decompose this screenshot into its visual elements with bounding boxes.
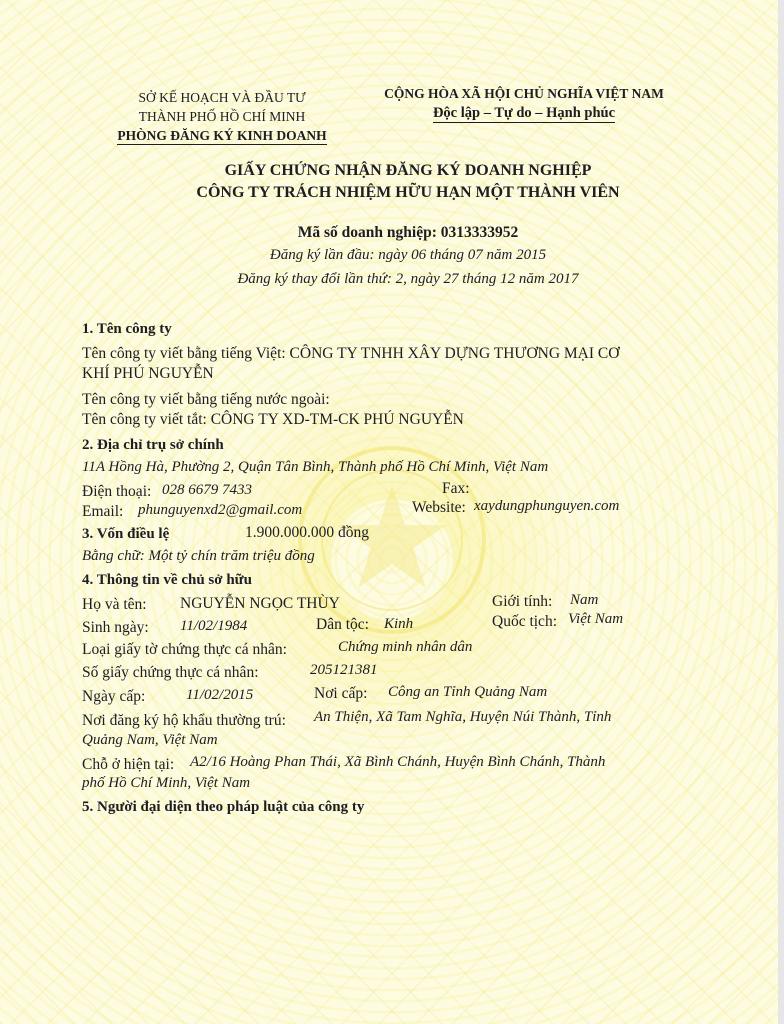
header-motto: Độc lập – Tự do – Hạnh phúc: [432, 105, 616, 121]
header-office: PHÒNG ĐĂNG KÝ KINH DOANH: [117, 128, 327, 143]
phone-value: 028 6679 7433: [162, 482, 252, 498]
website-value: xaydungphunguyen.com: [474, 498, 620, 514]
company-name-short: Tên công ty viết tắt: CÔNG TY XD-TM-CK PHÚ NGUYỄN: [82, 411, 464, 428]
ethnic-value: Kinh: [384, 616, 414, 632]
residence-label: Nơi đăng ký hộ khẩu thường trú:: [82, 712, 286, 729]
residence-value-cont: Quảng Nam, Việt Nam: [82, 732, 218, 748]
section-4-heading: 4. Thông tin về chủ sở hữu: [82, 572, 253, 588]
fax-label: Fax:: [442, 480, 470, 497]
section-5-heading: 5. Người đại diện theo pháp luật của công ty: [82, 799, 365, 815]
issue-date-value: 11/02/2015: [186, 687, 254, 703]
section-2-heading: 2. Địa chỉ trụ sở chính: [82, 437, 224, 453]
phone-label: Điện thoại:: [82, 483, 152, 500]
issue-place-label: Nơi cấp:: [314, 685, 368, 702]
capital-in-words: Bằng chữ: Một tỷ chín trăm triệu đồng: [82, 548, 315, 564]
company-type-title: CÔNG TY TRÁCH NHIỆM HỮU HẠN MỘT THÀNH VIÊN: [196, 184, 620, 201]
id-number-value: 205121381: [310, 662, 378, 678]
first-registration: Đăng ký lần đầu: ngày 06 tháng 07 năm 2015: [269, 247, 547, 263]
id-type-label: Loại giấy tờ chứng thực cá nhân:: [82, 641, 287, 658]
dob-value: 11/02/1984: [180, 618, 248, 634]
head-office-address: 11A Hồng Hà, Phường 2, Quận Tân Bình, Thành phố Hồ Chí Minh, Việt Nam: [82, 459, 549, 475]
charter-capital: 1.900.000.000 đồng: [245, 524, 369, 541]
company-name-vn: Tên công ty viết bằng tiếng Việt: CÔNG TY TNHH XÂY DỰNG THƯƠNG MẠI CƠ: [82, 345, 620, 362]
document-title: GIẤY CHỨNG NHẬN ĐĂNG KÝ DOANH NGHIỆP: [224, 162, 592, 179]
website-label: Website:: [412, 499, 466, 516]
issue-date-label: Ngày cấp:: [82, 688, 146, 705]
email-value: phunguyenxd2@gmail.com: [138, 502, 303, 518]
id-type-value: Chứng minh nhân dân: [338, 639, 473, 655]
current-address-value-cont: phố Hồ Chí Minh, Việt Nam: [82, 775, 251, 791]
residence-value: An Thiện, Xã Tam Nghĩa, Huyện Núi Thành, Tỉnh: [314, 709, 612, 725]
ethnic-label: Dân tộc:: [316, 616, 369, 633]
current-address-label: Chỗ ở hiện tại:: [82, 756, 175, 773]
issue-place-value: Công an Tỉnh Quảng Nam: [388, 684, 548, 700]
nationality-label: Quốc tịch:: [492, 613, 557, 630]
change-registration: Đăng ký thay đổi lần thứ: 2, ngày 27 tháng 12 năm 2017: [237, 271, 579, 287]
owner-name-value: NGUYỄN NGỌC THÙY: [180, 595, 340, 612]
section-1-heading: 1. Tên công ty: [82, 321, 172, 337]
scan-edge: [778, 0, 784, 1024]
gender-label: Giới tính:: [492, 593, 553, 610]
owner-name-label: Họ và tên:: [82, 596, 147, 613]
company-name-foreign: Tên công ty viết bằng tiếng nước ngoài:: [82, 391, 330, 408]
section-3-heading: 3. Vốn điều lệ: [82, 526, 170, 542]
current-address-value: A2/16 Hoàng Phan Thái, Xã Bình Chánh, Huyện Bình Chánh, Thành: [190, 754, 606, 770]
dob-label: Sinh ngày:: [82, 619, 149, 636]
header-country: CỘNG HÒA XÃ HỘI CHỦ NGHĨA VIỆT NAM: [384, 86, 664, 101]
id-number-label: Số giấy chứng thực cá nhân:: [82, 664, 259, 681]
header-agency: SỞ KẾ HOẠCH VÀ ĐẦU TƯ: [138, 90, 306, 105]
business-code: Mã số doanh nghiệp: 0313333952: [297, 224, 519, 241]
gender-value: Nam: [570, 592, 599, 608]
nationality-value: Việt Nam: [568, 611, 624, 627]
header-city: THÀNH PHỐ HỒ CHÍ MINH: [138, 109, 306, 124]
email-label: Email:: [82, 503, 124, 520]
company-name-vn-cont: KHÍ PHÚ NGUYỄN: [82, 365, 214, 382]
